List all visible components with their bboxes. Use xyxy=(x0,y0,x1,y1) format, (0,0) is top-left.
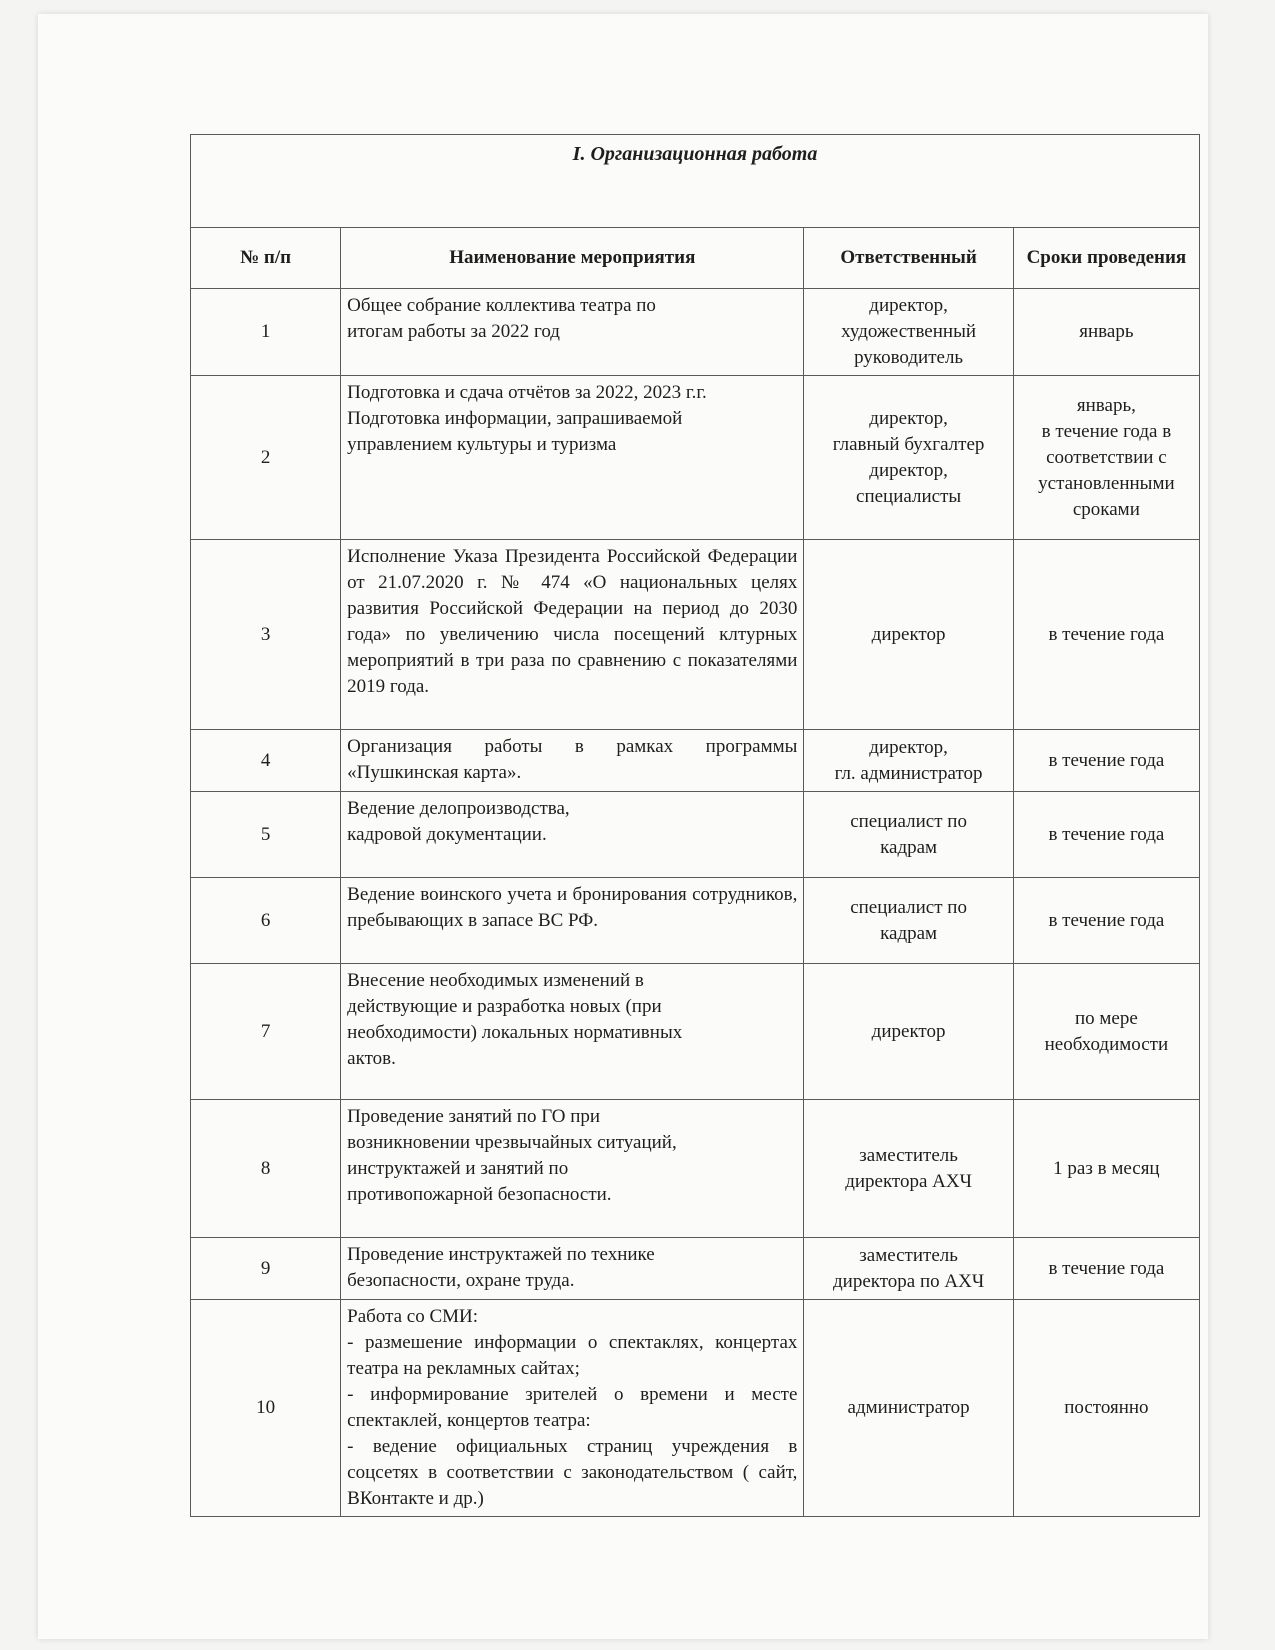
event-name-line: Организация работы в рамках программы «Пушкинская карта». xyxy=(347,736,798,783)
term-line: сроками xyxy=(1072,498,1140,520)
responsible xyxy=(804,878,1013,964)
event-name xyxy=(341,1100,804,1238)
table-row xyxy=(191,1100,1200,1238)
row-number: 6 xyxy=(191,878,341,964)
responsible-line: кадрам xyxy=(880,922,938,944)
event-name xyxy=(341,376,804,540)
table-row xyxy=(191,376,1200,540)
term-line: 1 раз в месяц xyxy=(1053,1157,1160,1179)
responsible xyxy=(804,289,1013,376)
event-name-line: действующие и разработка новых (при xyxy=(347,996,662,1017)
responsible-line: художественный xyxy=(841,321,977,342)
event-name-line: - размешение информации о спектаклях, концертах театра на рекламных сайтах; xyxy=(347,1332,798,1379)
row-number: 5 xyxy=(191,792,341,878)
row-number: 1 xyxy=(191,289,341,376)
responsible xyxy=(804,730,1013,792)
term xyxy=(1013,730,1199,792)
term xyxy=(1013,1238,1199,1300)
responsible-line: директора по АХЧ xyxy=(832,1270,985,1292)
event-name-line: противопожарной безопасности. xyxy=(347,1184,612,1205)
event-name xyxy=(341,878,804,964)
term-line: необходимости xyxy=(1044,1033,1169,1055)
term-line: соответствии с xyxy=(1046,446,1167,468)
term-line: в течение года xyxy=(1048,823,1165,845)
term xyxy=(1013,964,1199,1100)
event-name-line: необходимости) локальных нормативных xyxy=(347,1022,683,1043)
term-line: в течение года xyxy=(1048,909,1165,931)
term-line: в течение года xyxy=(1048,1257,1165,1279)
term xyxy=(1013,878,1199,964)
row-number: 10 xyxy=(191,1300,341,1517)
row-number: 2 xyxy=(191,376,341,540)
term xyxy=(1013,1100,1199,1238)
table-row xyxy=(191,792,1200,878)
responsible xyxy=(804,1300,1013,1517)
event-name-line: - ведение официальных страниц учреждения в соцсетях в соответствии с законодательством ( сайт, ВКонтакте и др.) xyxy=(347,1436,798,1509)
table-row xyxy=(191,730,1200,792)
row-number: 3 xyxy=(191,540,341,730)
responsible-line: гл. администратор xyxy=(834,762,983,784)
table-row xyxy=(191,964,1200,1100)
responsible-line: специалист по xyxy=(850,896,967,918)
event-name-line: кадровой документации. xyxy=(347,824,547,845)
responsible xyxy=(804,1238,1013,1300)
row-number: 8 xyxy=(191,1100,341,1238)
row-number: 7 xyxy=(191,964,341,1100)
event-name xyxy=(341,964,804,1100)
event-name-line: Исполнение Указа Президента Российской Федерации от 21.07.2020 г. № 474 «О национальных целях развития Российской Федерации на период до 2030 года» по увеличению числа посещений клтурных мероприятий в три раза по сравнению с показателями 2019 года. xyxy=(347,546,798,697)
section-header-row xyxy=(191,135,1200,228)
responsible-line: директор, xyxy=(869,459,948,481)
responsible-line: кадрам xyxy=(880,836,938,858)
responsible-line: руководитель xyxy=(854,347,964,368)
responsible-line: заместитель xyxy=(859,1144,958,1166)
responsible-line: директор, xyxy=(869,736,948,758)
responsible xyxy=(804,540,1013,730)
event-name xyxy=(341,792,804,878)
header-num: № п/п xyxy=(191,228,341,289)
responsible-line: директор xyxy=(871,623,946,645)
table-row xyxy=(191,540,1200,730)
responsible-line: директор xyxy=(871,1020,946,1042)
header-term: Сроки проведения xyxy=(1013,228,1199,289)
term xyxy=(1013,376,1199,540)
event-name xyxy=(341,289,804,376)
event-name-line: управлением культуры и туризма xyxy=(347,434,617,455)
responsible-line: заместитель xyxy=(859,1244,958,1266)
event-name xyxy=(341,1300,804,1517)
responsible xyxy=(804,376,1013,540)
table-body xyxy=(191,289,1200,1517)
responsible-line: специалисты xyxy=(856,485,962,507)
responsible-line: главный бухгалтер xyxy=(832,433,985,455)
event-name-line: Подготовка и сдача отчётов за 2022, 2023 г.г. xyxy=(347,382,707,403)
event-name-line: инструктажей и занятий по xyxy=(347,1158,569,1179)
table-row xyxy=(191,878,1200,964)
term-line: в течение года xyxy=(1048,749,1165,771)
event-name-line: итогам работы за 2022 год xyxy=(347,321,560,342)
event-name-line: Внесение необходимых изменений в xyxy=(347,970,644,991)
event-name xyxy=(341,1238,804,1300)
event-name-line: Подготовка информации, запрашиваемой xyxy=(347,408,683,429)
responsible-line: директор, xyxy=(869,407,948,429)
responsible-line: администратор xyxy=(847,1397,970,1418)
responsible-line: специалист по xyxy=(850,810,967,832)
term-line: по мере xyxy=(1074,1007,1138,1029)
event-name xyxy=(341,540,804,730)
plan-table xyxy=(190,134,1200,1517)
event-name-line: Работа со СМИ: xyxy=(347,1306,479,1327)
row-number: 9 xyxy=(191,1238,341,1300)
term-line: установленными xyxy=(1038,472,1175,494)
event-name-line: Ведение делопроизводства, xyxy=(347,798,570,819)
table-row xyxy=(191,1300,1200,1517)
table-row xyxy=(191,289,1200,376)
term xyxy=(1013,792,1199,878)
table-row xyxy=(191,1238,1200,1300)
column-header-row xyxy=(191,228,1200,289)
responsible xyxy=(804,964,1013,1100)
responsible xyxy=(804,1100,1013,1238)
term-line: в течение года в xyxy=(1041,420,1172,442)
event-name-line: актов. xyxy=(347,1048,396,1069)
event-name xyxy=(341,730,804,792)
term-line: постоянно xyxy=(1064,1397,1149,1418)
event-name-line: Ведение воинского учета и бронирования сотрудников, пребывающих в запасе ВС РФ. xyxy=(347,884,798,931)
term xyxy=(1013,1300,1199,1517)
event-name-line: Общее собрание коллектива театра по xyxy=(347,295,656,316)
section-title: I. Организационная работа xyxy=(191,135,1200,228)
header-name: Наименование мероприятия xyxy=(341,228,804,289)
event-name-line: возникновении чрезвычайных ситуаций, xyxy=(347,1132,677,1153)
event-name-line: Проведение занятий по ГО при xyxy=(347,1106,601,1127)
responsible-line: директор, xyxy=(869,295,948,316)
term-line: в течение года xyxy=(1048,623,1165,645)
term-line: январь, xyxy=(1076,394,1136,416)
term xyxy=(1013,540,1199,730)
event-name-line: Проведение инструктажей по технике xyxy=(347,1244,655,1265)
header-responsible: Ответственный xyxy=(804,228,1013,289)
row-number: 4 xyxy=(191,730,341,792)
event-name-line: - информирование зрителей о времени и месте спектаклей, концертов театра: xyxy=(347,1384,798,1431)
event-name-line: безопасности, охране труда. xyxy=(347,1270,575,1291)
document-page xyxy=(38,14,1208,1639)
responsible-line: директора АХЧ xyxy=(845,1170,972,1192)
term-line: январь xyxy=(1079,321,1134,342)
responsible xyxy=(804,792,1013,878)
term xyxy=(1013,289,1199,376)
